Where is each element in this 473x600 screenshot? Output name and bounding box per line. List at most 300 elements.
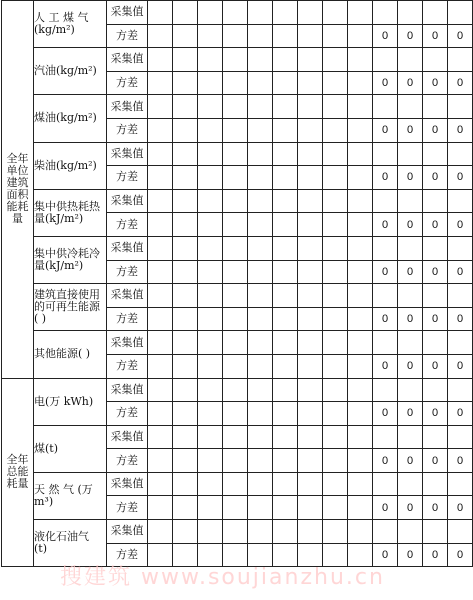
data-cell[interactable] bbox=[398, 1, 423, 25]
collected-value-label: 采集值 bbox=[107, 378, 148, 402]
data-cell[interactable] bbox=[348, 543, 373, 567]
data-cell[interactable] bbox=[248, 236, 273, 260]
data-cell[interactable] bbox=[298, 307, 323, 331]
data-cell[interactable] bbox=[298, 520, 323, 544]
data-cell[interactable] bbox=[173, 543, 198, 567]
data-cell[interactable] bbox=[148, 118, 173, 142]
data-cell[interactable] bbox=[398, 472, 423, 496]
data-cell[interactable] bbox=[173, 307, 198, 331]
data-cell[interactable] bbox=[398, 142, 423, 166]
data-cell[interactable] bbox=[348, 236, 373, 260]
data-cell[interactable] bbox=[298, 378, 323, 402]
data-cell[interactable] bbox=[173, 402, 198, 426]
data-cell[interactable] bbox=[373, 48, 398, 72]
data-cell[interactable] bbox=[198, 95, 223, 119]
data-cell[interactable] bbox=[373, 1, 398, 25]
data-cell[interactable] bbox=[198, 449, 223, 473]
data-cell[interactable] bbox=[223, 118, 248, 142]
data-cell[interactable] bbox=[248, 24, 273, 48]
data-cell[interactable] bbox=[423, 236, 448, 260]
collected-value-label: 采集值 bbox=[107, 95, 148, 119]
data-cell[interactable] bbox=[273, 284, 298, 308]
data-cell[interactable] bbox=[348, 472, 373, 496]
data-cell[interactable] bbox=[223, 354, 248, 378]
data-cell[interactable] bbox=[223, 425, 248, 449]
data-cell[interactable] bbox=[348, 213, 373, 237]
data-cell[interactable] bbox=[248, 118, 273, 142]
data-cell[interactable] bbox=[223, 378, 248, 402]
data-cell[interactable] bbox=[448, 378, 473, 402]
data-cell[interactable] bbox=[273, 213, 298, 237]
data-cell[interactable] bbox=[398, 48, 423, 72]
item-label-line: 集中供冷耗冷 bbox=[34, 247, 100, 261]
data-cell[interactable] bbox=[173, 213, 198, 237]
data-cell[interactable] bbox=[173, 71, 198, 95]
data-cell[interactable] bbox=[273, 354, 298, 378]
data-cell[interactable] bbox=[348, 449, 373, 473]
data-cell[interactable] bbox=[298, 354, 323, 378]
data-cell[interactable] bbox=[273, 331, 298, 355]
data-cell[interactable] bbox=[198, 118, 223, 142]
data-cell[interactable] bbox=[198, 402, 223, 426]
data-cell[interactable] bbox=[198, 284, 223, 308]
data-cell[interactable] bbox=[298, 260, 323, 284]
data-cell[interactable] bbox=[248, 354, 273, 378]
data-cell[interactable] bbox=[348, 48, 373, 72]
variance-value: 0 bbox=[423, 449, 448, 473]
data-cell[interactable] bbox=[323, 378, 348, 402]
data-cell[interactable] bbox=[398, 236, 423, 260]
data-cell[interactable] bbox=[323, 402, 348, 426]
item-label bbox=[34, 331, 107, 378]
data-cell[interactable] bbox=[373, 95, 398, 119]
data-cell[interactable] bbox=[173, 378, 198, 402]
data-cell[interactable] bbox=[323, 71, 348, 95]
data-cell[interactable] bbox=[323, 236, 348, 260]
data-cell[interactable] bbox=[298, 472, 323, 496]
item-label-line: m³) bbox=[34, 494, 54, 508]
data-cell[interactable] bbox=[173, 118, 198, 142]
data-cell[interactable] bbox=[348, 402, 373, 426]
data-cell[interactable] bbox=[148, 520, 173, 544]
data-cell[interactable] bbox=[298, 496, 323, 520]
data-cell[interactable] bbox=[223, 496, 248, 520]
data-cell[interactable] bbox=[373, 425, 398, 449]
data-cell[interactable] bbox=[148, 260, 173, 284]
data-cell[interactable] bbox=[223, 95, 248, 119]
data-cell[interactable] bbox=[198, 1, 223, 25]
data-cell[interactable] bbox=[348, 142, 373, 166]
data-cell[interactable] bbox=[223, 236, 248, 260]
data-cell[interactable] bbox=[148, 331, 173, 355]
data-cell[interactable] bbox=[348, 95, 373, 119]
data-cell[interactable] bbox=[298, 425, 323, 449]
data-cell[interactable] bbox=[148, 142, 173, 166]
data-cell[interactable] bbox=[298, 189, 323, 213]
data-cell[interactable] bbox=[423, 284, 448, 308]
data-cell[interactable] bbox=[198, 24, 223, 48]
data-cell[interactable] bbox=[223, 166, 248, 190]
data-cell[interactable] bbox=[273, 449, 298, 473]
data-cell[interactable] bbox=[398, 189, 423, 213]
data-cell[interactable] bbox=[198, 331, 223, 355]
data-cell[interactable] bbox=[173, 520, 198, 544]
data-cell[interactable] bbox=[198, 543, 223, 567]
variance-label: 方差 bbox=[107, 24, 148, 48]
data-cell[interactable] bbox=[348, 284, 373, 308]
data-cell[interactable] bbox=[223, 71, 248, 95]
data-cell[interactable] bbox=[423, 142, 448, 166]
data-cell[interactable] bbox=[148, 71, 173, 95]
data-cell[interactable] bbox=[223, 48, 248, 72]
variance-value: 0 bbox=[448, 543, 473, 567]
data-cell[interactable] bbox=[373, 236, 398, 260]
data-cell[interactable] bbox=[273, 189, 298, 213]
data-cell[interactable] bbox=[248, 71, 273, 95]
data-cell[interactable] bbox=[398, 378, 423, 402]
data-cell[interactable] bbox=[223, 260, 248, 284]
data-cell[interactable] bbox=[398, 284, 423, 308]
data-cell[interactable] bbox=[198, 166, 223, 190]
data-cell[interactable] bbox=[148, 166, 173, 190]
data-cell[interactable] bbox=[273, 472, 298, 496]
data-cell[interactable] bbox=[198, 213, 223, 237]
data-cell[interactable] bbox=[173, 425, 198, 449]
data-cell[interactable] bbox=[323, 95, 348, 119]
data-cell[interactable] bbox=[323, 24, 348, 48]
data-cell[interactable] bbox=[373, 189, 398, 213]
data-cell[interactable] bbox=[173, 95, 198, 119]
data-cell[interactable] bbox=[373, 331, 398, 355]
collected-value-label: 采集值 bbox=[107, 472, 148, 496]
data-cell[interactable] bbox=[198, 189, 223, 213]
data-cell[interactable] bbox=[398, 425, 423, 449]
data-cell[interactable] bbox=[223, 472, 248, 496]
variance-label: 方差 bbox=[107, 402, 148, 426]
data-cell[interactable] bbox=[223, 142, 248, 166]
variance-value: 0 bbox=[373, 24, 398, 48]
data-cell[interactable] bbox=[198, 71, 223, 95]
data-cell[interactable] bbox=[323, 118, 348, 142]
data-cell[interactable] bbox=[198, 378, 223, 402]
data-cell[interactable] bbox=[323, 189, 348, 213]
data-cell[interactable] bbox=[198, 425, 223, 449]
data-cell[interactable] bbox=[298, 95, 323, 119]
variance-value: 0 bbox=[423, 354, 448, 378]
data-cell[interactable] bbox=[448, 520, 473, 544]
data-cell[interactable] bbox=[248, 284, 273, 308]
data-cell[interactable] bbox=[323, 1, 348, 25]
data-cell[interactable] bbox=[448, 472, 473, 496]
data-cell[interactable] bbox=[173, 331, 198, 355]
data-cell[interactable] bbox=[248, 378, 273, 402]
data-cell[interactable] bbox=[148, 449, 173, 473]
collected-value-label: 采集值 bbox=[107, 48, 148, 72]
data-cell[interactable] bbox=[323, 48, 348, 72]
data-cell[interactable] bbox=[348, 520, 373, 544]
data-cell[interactable] bbox=[423, 378, 448, 402]
data-cell[interactable] bbox=[323, 331, 348, 355]
data-cell[interactable] bbox=[223, 402, 248, 426]
data-cell[interactable] bbox=[273, 543, 298, 567]
data-cell[interactable] bbox=[198, 307, 223, 331]
data-cell[interactable] bbox=[323, 543, 348, 567]
data-cell[interactable] bbox=[348, 24, 373, 48]
data-cell[interactable] bbox=[423, 48, 448, 72]
item-label-line: 建筑直接使用 bbox=[34, 288, 100, 302]
data-cell[interactable] bbox=[223, 213, 248, 237]
data-cell[interactable] bbox=[248, 142, 273, 166]
data-cell[interactable] bbox=[273, 260, 298, 284]
data-cell[interactable] bbox=[323, 496, 348, 520]
data-cell[interactable] bbox=[323, 449, 348, 473]
data-cell[interactable] bbox=[448, 425, 473, 449]
variance-value: 0 bbox=[398, 543, 423, 567]
data-cell[interactable] bbox=[248, 213, 273, 237]
data-cell[interactable] bbox=[198, 520, 223, 544]
data-cell[interactable] bbox=[348, 260, 373, 284]
data-cell[interactable] bbox=[448, 48, 473, 72]
data-cell[interactable] bbox=[248, 402, 273, 426]
data-cell[interactable] bbox=[173, 142, 198, 166]
data-cell[interactable] bbox=[223, 543, 248, 567]
collected-value-label: 采集值 bbox=[107, 1, 148, 25]
data-cell[interactable] bbox=[273, 378, 298, 402]
variance-label: 方差 bbox=[107, 213, 148, 237]
data-cell[interactable] bbox=[373, 378, 398, 402]
data-cell[interactable] bbox=[448, 236, 473, 260]
item-label bbox=[34, 236, 107, 283]
data-cell[interactable] bbox=[173, 496, 198, 520]
data-cell[interactable] bbox=[298, 449, 323, 473]
data-cell[interactable] bbox=[298, 236, 323, 260]
data-cell[interactable] bbox=[348, 307, 373, 331]
data-cell[interactable] bbox=[323, 425, 348, 449]
data-cell[interactable] bbox=[248, 307, 273, 331]
data-cell[interactable] bbox=[323, 260, 348, 284]
item-label-line: 量(kJ/m²) bbox=[34, 211, 84, 225]
data-cell[interactable] bbox=[173, 284, 198, 308]
data-cell[interactable] bbox=[273, 71, 298, 95]
data-cell[interactable] bbox=[348, 331, 373, 355]
data-cell[interactable] bbox=[298, 1, 323, 25]
data-cell[interactable] bbox=[273, 118, 298, 142]
data-cell[interactable] bbox=[273, 95, 298, 119]
data-cell[interactable] bbox=[423, 425, 448, 449]
data-cell[interactable] bbox=[148, 496, 173, 520]
data-cell[interactable] bbox=[273, 1, 298, 25]
data-cell[interactable] bbox=[348, 1, 373, 25]
data-cell[interactable] bbox=[298, 331, 323, 355]
data-cell[interactable] bbox=[248, 520, 273, 544]
data-cell[interactable] bbox=[448, 189, 473, 213]
data-cell[interactable] bbox=[298, 213, 323, 237]
data-cell[interactable] bbox=[248, 496, 273, 520]
variance-label: 方差 bbox=[107, 71, 148, 95]
data-cell[interactable] bbox=[423, 1, 448, 25]
data-cell[interactable] bbox=[148, 189, 173, 213]
data-cell[interactable] bbox=[323, 284, 348, 308]
data-cell[interactable] bbox=[448, 95, 473, 119]
data-cell[interactable] bbox=[248, 260, 273, 284]
data-cell[interactable] bbox=[173, 166, 198, 190]
variance-value: 0 bbox=[423, 118, 448, 142]
data-cell[interactable] bbox=[298, 24, 323, 48]
data-cell[interactable] bbox=[148, 378, 173, 402]
data-cell[interactable] bbox=[448, 1, 473, 25]
data-cell[interactable] bbox=[148, 95, 173, 119]
data-cell[interactable] bbox=[348, 166, 373, 190]
data-cell[interactable] bbox=[173, 1, 198, 25]
data-cell[interactable] bbox=[148, 213, 173, 237]
data-cell[interactable] bbox=[198, 236, 223, 260]
data-cell[interactable] bbox=[148, 236, 173, 260]
data-cell[interactable] bbox=[348, 425, 373, 449]
data-cell[interactable] bbox=[298, 142, 323, 166]
data-cell[interactable] bbox=[148, 284, 173, 308]
data-cell[interactable] bbox=[248, 95, 273, 119]
item-label-line: 集中供热耗热 bbox=[34, 199, 100, 213]
data-cell[interactable] bbox=[398, 95, 423, 119]
data-cell[interactable] bbox=[223, 1, 248, 25]
data-cell[interactable] bbox=[423, 189, 448, 213]
data-cell[interactable] bbox=[423, 95, 448, 119]
data-cell[interactable] bbox=[348, 189, 373, 213]
data-cell[interactable] bbox=[323, 472, 348, 496]
data-cell[interactable] bbox=[148, 402, 173, 426]
data-cell[interactable] bbox=[348, 118, 373, 142]
data-cell[interactable] bbox=[423, 472, 448, 496]
data-cell[interactable] bbox=[223, 331, 248, 355]
data-cell[interactable] bbox=[323, 307, 348, 331]
data-cell[interactable] bbox=[148, 24, 173, 48]
data-cell[interactable] bbox=[248, 472, 273, 496]
data-cell[interactable] bbox=[148, 1, 173, 25]
data-cell[interactable] bbox=[398, 520, 423, 544]
data-cell[interactable] bbox=[298, 48, 323, 72]
data-cell[interactable] bbox=[373, 472, 398, 496]
data-cell[interactable] bbox=[323, 520, 348, 544]
data-cell[interactable] bbox=[373, 520, 398, 544]
data-cell[interactable] bbox=[448, 284, 473, 308]
data-cell[interactable] bbox=[323, 166, 348, 190]
data-cell[interactable] bbox=[223, 24, 248, 48]
data-cell[interactable] bbox=[173, 354, 198, 378]
data-cell[interactable] bbox=[298, 71, 323, 95]
data-cell[interactable] bbox=[198, 48, 223, 72]
data-cell[interactable] bbox=[173, 472, 198, 496]
data-cell[interactable] bbox=[273, 142, 298, 166]
data-cell[interactable] bbox=[423, 331, 448, 355]
data-cell[interactable] bbox=[223, 520, 248, 544]
data-cell[interactable] bbox=[148, 472, 173, 496]
data-cell[interactable] bbox=[198, 472, 223, 496]
data-cell[interactable] bbox=[223, 284, 248, 308]
data-cell[interactable] bbox=[248, 1, 273, 25]
data-cell[interactable] bbox=[148, 307, 173, 331]
data-cell[interactable] bbox=[198, 496, 223, 520]
data-cell[interactable] bbox=[273, 307, 298, 331]
item-label-line: 人 工 煤 气 bbox=[34, 11, 89, 25]
data-cell[interactable] bbox=[398, 331, 423, 355]
data-cell[interactable] bbox=[198, 142, 223, 166]
variance-value: 0 bbox=[398, 71, 423, 95]
data-cell[interactable] bbox=[148, 425, 173, 449]
variance-value: 0 bbox=[398, 24, 423, 48]
data-cell[interactable] bbox=[148, 354, 173, 378]
data-cell[interactable] bbox=[223, 307, 248, 331]
data-cell[interactable] bbox=[423, 520, 448, 544]
data-cell[interactable] bbox=[223, 449, 248, 473]
item-label-line: 柴油(kg/m²) bbox=[34, 158, 97, 172]
data-cell[interactable] bbox=[173, 189, 198, 213]
data-cell[interactable] bbox=[273, 24, 298, 48]
data-cell[interactable] bbox=[298, 284, 323, 308]
data-cell[interactable] bbox=[173, 24, 198, 48]
data-cell[interactable] bbox=[298, 402, 323, 426]
data-cell[interactable] bbox=[273, 402, 298, 426]
data-cell[interactable] bbox=[273, 48, 298, 72]
data-cell[interactable] bbox=[248, 189, 273, 213]
data-cell[interactable] bbox=[323, 354, 348, 378]
data-cell[interactable] bbox=[348, 496, 373, 520]
variance-value: 0 bbox=[373, 71, 398, 95]
data-cell[interactable] bbox=[448, 331, 473, 355]
data-cell[interactable] bbox=[248, 543, 273, 567]
data-cell[interactable] bbox=[273, 166, 298, 190]
data-cell[interactable] bbox=[173, 260, 198, 284]
data-cell[interactable] bbox=[248, 48, 273, 72]
data-cell[interactable] bbox=[248, 425, 273, 449]
data-cell[interactable] bbox=[148, 543, 173, 567]
item-label-line: 量(kJ/m²) bbox=[34, 259, 84, 273]
variance-value: 0 bbox=[398, 354, 423, 378]
data-cell[interactable] bbox=[448, 142, 473, 166]
item-label bbox=[34, 48, 107, 95]
data-cell[interactable] bbox=[348, 71, 373, 95]
collected-value-label: 采集值 bbox=[107, 425, 148, 449]
data-cell[interactable] bbox=[248, 166, 273, 190]
data-cell[interactable] bbox=[173, 449, 198, 473]
data-cell[interactable] bbox=[223, 189, 248, 213]
data-cell[interactable] bbox=[273, 425, 298, 449]
data-cell[interactable] bbox=[348, 354, 373, 378]
data-cell[interactable] bbox=[298, 118, 323, 142]
data-cell[interactable] bbox=[173, 236, 198, 260]
data-cell[interactable] bbox=[373, 284, 398, 308]
data-cell[interactable] bbox=[373, 142, 398, 166]
data-cell[interactable] bbox=[323, 213, 348, 237]
data-cell[interactable] bbox=[273, 496, 298, 520]
data-cell[interactable] bbox=[348, 378, 373, 402]
variance-label: 方差 bbox=[107, 307, 148, 331]
variance-value: 0 bbox=[448, 354, 473, 378]
data-cell[interactable] bbox=[248, 331, 273, 355]
data-cell[interactable] bbox=[198, 354, 223, 378]
data-cell[interactable] bbox=[173, 48, 198, 72]
data-cell[interactable] bbox=[273, 520, 298, 544]
data-cell[interactable] bbox=[273, 236, 298, 260]
data-cell[interactable] bbox=[148, 48, 173, 72]
data-cell[interactable] bbox=[298, 543, 323, 567]
variance-value: 0 bbox=[423, 213, 448, 237]
data-cell[interactable] bbox=[248, 449, 273, 473]
data-cell[interactable] bbox=[323, 142, 348, 166]
item-label bbox=[34, 284, 107, 331]
data-cell[interactable] bbox=[198, 260, 223, 284]
item-label bbox=[34, 520, 107, 567]
data-cell[interactable] bbox=[298, 166, 323, 190]
